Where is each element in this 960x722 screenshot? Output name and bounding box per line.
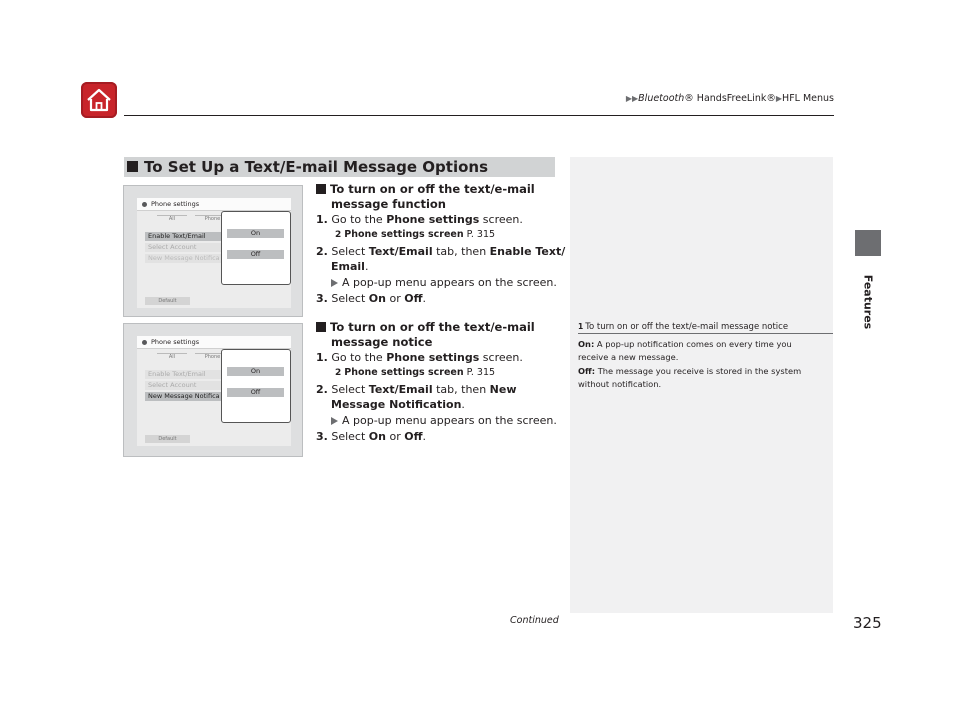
step-text: . xyxy=(422,430,426,443)
step-text: Select xyxy=(331,292,369,305)
step-bold: Message Notification xyxy=(331,398,462,411)
breadcrumb-arrow-icon: ▶▶ xyxy=(625,94,639,103)
step-num: 2. xyxy=(316,245,328,258)
popup-on: On xyxy=(227,367,284,376)
step-1 xyxy=(316,351,523,364)
step-text: . xyxy=(364,260,369,273)
cross-reference-link[interactable] xyxy=(335,229,495,240)
cross-reference-link[interactable] xyxy=(335,367,495,378)
note-text: A pop-up menu appears on the screen. xyxy=(342,414,557,427)
screen-title: Phone settings xyxy=(151,200,200,208)
default-button: Default xyxy=(145,435,190,443)
step-bold: Enable Text/ xyxy=(489,245,566,258)
step-text: screen. xyxy=(479,213,523,226)
step-bold: On xyxy=(368,430,386,443)
step-bold: Text/Email xyxy=(368,245,433,258)
note-rule xyxy=(578,333,833,334)
section-title-bar xyxy=(124,157,555,177)
popup-off: Off xyxy=(227,388,284,397)
note-title-text: To turn on or off the text/e-mail message notice xyxy=(585,322,789,332)
screen-title-bar xyxy=(137,198,291,211)
procedure-heading xyxy=(316,320,535,334)
popup-on: On xyxy=(227,229,284,238)
menu-item-new-message: New Message Notifica xyxy=(145,392,228,401)
breadcrumb-bluetooth: Bluetooth xyxy=(638,93,685,104)
step-text: . xyxy=(461,398,465,411)
settings-dot-icon xyxy=(142,202,147,207)
procedure-heading xyxy=(316,182,535,196)
popup-off: Off xyxy=(227,250,284,259)
step-2-cont xyxy=(331,260,368,273)
heading-square-icon xyxy=(316,184,326,194)
step-bold: On xyxy=(368,292,386,305)
heading-square-icon xyxy=(316,322,326,332)
heading-line1: To turn on or off the text/e-mail xyxy=(330,320,535,334)
home-icon[interactable] xyxy=(81,82,117,118)
step-bold: New xyxy=(489,383,517,396)
screenshot-message-notice xyxy=(123,323,303,457)
step-bold: Off xyxy=(404,292,423,305)
tab-all: All xyxy=(157,215,187,223)
step-1 xyxy=(316,213,523,226)
tab-phone: Phone xyxy=(195,215,230,223)
step-2-note xyxy=(331,414,557,427)
step-num: 1. xyxy=(316,351,328,364)
note-text: A pop-up menu appears on the screen. xyxy=(342,276,557,289)
tab-all: All xyxy=(157,353,187,361)
menu-item-new-message: New Message Notifica xyxy=(145,254,228,263)
note-icon: 1 xyxy=(578,322,584,331)
step-2 xyxy=(316,245,565,258)
settings-dot-icon xyxy=(142,340,147,345)
note-on-text: A pop-up notification comes on every time you xyxy=(594,339,792,349)
breadcrumb-hfl: ® HandsFreeLink® xyxy=(684,93,776,104)
step-text: . xyxy=(422,292,426,305)
section-square-icon xyxy=(127,161,138,172)
note-off-text: The message you receive is stored in the system xyxy=(595,366,802,376)
chapter-tab[interactable] xyxy=(855,230,881,256)
screen-frame xyxy=(137,336,291,446)
step-text: tab, then xyxy=(432,245,490,258)
step-text: or xyxy=(385,292,405,305)
step-text: Select xyxy=(331,383,369,396)
note-on xyxy=(578,338,792,352)
step-text: tab, then xyxy=(432,383,490,396)
arrow-icon xyxy=(331,279,338,287)
popup-menu xyxy=(221,349,291,423)
breadcrumb-sep-icon: ▶ xyxy=(775,94,783,103)
step-bold: Phone settings xyxy=(386,213,480,226)
popup-menu xyxy=(221,211,291,285)
breadcrumb xyxy=(610,93,834,104)
menu-item-select-account: Select Account xyxy=(145,243,228,252)
note-off-label: Off: xyxy=(578,366,596,376)
step-bold: Phone settings xyxy=(386,351,480,364)
step-text: Go to the xyxy=(331,351,387,364)
step-2 xyxy=(316,383,517,396)
procedure-heading-line2: message notice xyxy=(331,335,433,349)
arrow-icon xyxy=(331,417,338,425)
step-text: Select xyxy=(331,245,369,258)
menu-item-enable-text: Enable Text/Email xyxy=(145,232,228,241)
note-title xyxy=(578,322,788,332)
step-text: or xyxy=(385,430,405,443)
heading-line1: To turn on or off the text/e-mail xyxy=(330,182,535,196)
xref-page: P. 315 xyxy=(463,367,496,378)
step-bold: Email xyxy=(331,260,365,273)
chapter-label: Features xyxy=(861,274,875,330)
step-text: Select xyxy=(331,430,369,443)
step-bold: Text/Email xyxy=(368,383,433,396)
step-text: screen. xyxy=(479,351,523,364)
step-num: 3. xyxy=(316,430,328,443)
step-2-note xyxy=(331,276,557,289)
xref-bold: Phone settings screen xyxy=(344,367,464,378)
step-2-cont xyxy=(331,398,465,411)
tab-phone: Phone xyxy=(195,353,230,361)
step-3 xyxy=(316,430,426,443)
note-off xyxy=(578,365,801,379)
procedure-heading-line2: message function xyxy=(331,197,446,211)
step-num: 2. xyxy=(316,383,328,396)
screen-frame xyxy=(137,198,291,308)
default-button: Default xyxy=(145,297,190,305)
xref-page: P. 315 xyxy=(463,229,496,240)
xref-icon: 2 xyxy=(335,368,342,378)
step-bold: Off xyxy=(404,430,423,443)
continued-label: Continued xyxy=(510,615,559,626)
note-on-label: On: xyxy=(578,339,595,349)
note-off-cont: without notification. xyxy=(578,379,662,389)
screen-title-bar xyxy=(137,336,291,349)
page-number: 325 xyxy=(853,614,882,632)
xref-icon: 2 xyxy=(335,230,342,240)
section-title: To Set Up a Text/E-mail Message Options xyxy=(144,158,489,176)
screen-title: Phone settings xyxy=(151,338,200,346)
step-text: Go to the xyxy=(331,213,387,226)
header-rule xyxy=(124,115,834,116)
breadcrumb-hfl-menus: HFL Menus xyxy=(782,93,834,104)
step-3 xyxy=(316,292,426,305)
note-on-cont: receive a new message. xyxy=(578,352,679,362)
step-num: 3. xyxy=(316,292,328,305)
menu-item-enable-text: Enable Text/Email xyxy=(145,370,228,379)
step-num: 1. xyxy=(316,213,328,226)
screenshot-message-function xyxy=(123,185,303,317)
xref-bold: Phone settings screen xyxy=(344,229,464,240)
menu-item-select-account: Select Account xyxy=(145,381,228,390)
